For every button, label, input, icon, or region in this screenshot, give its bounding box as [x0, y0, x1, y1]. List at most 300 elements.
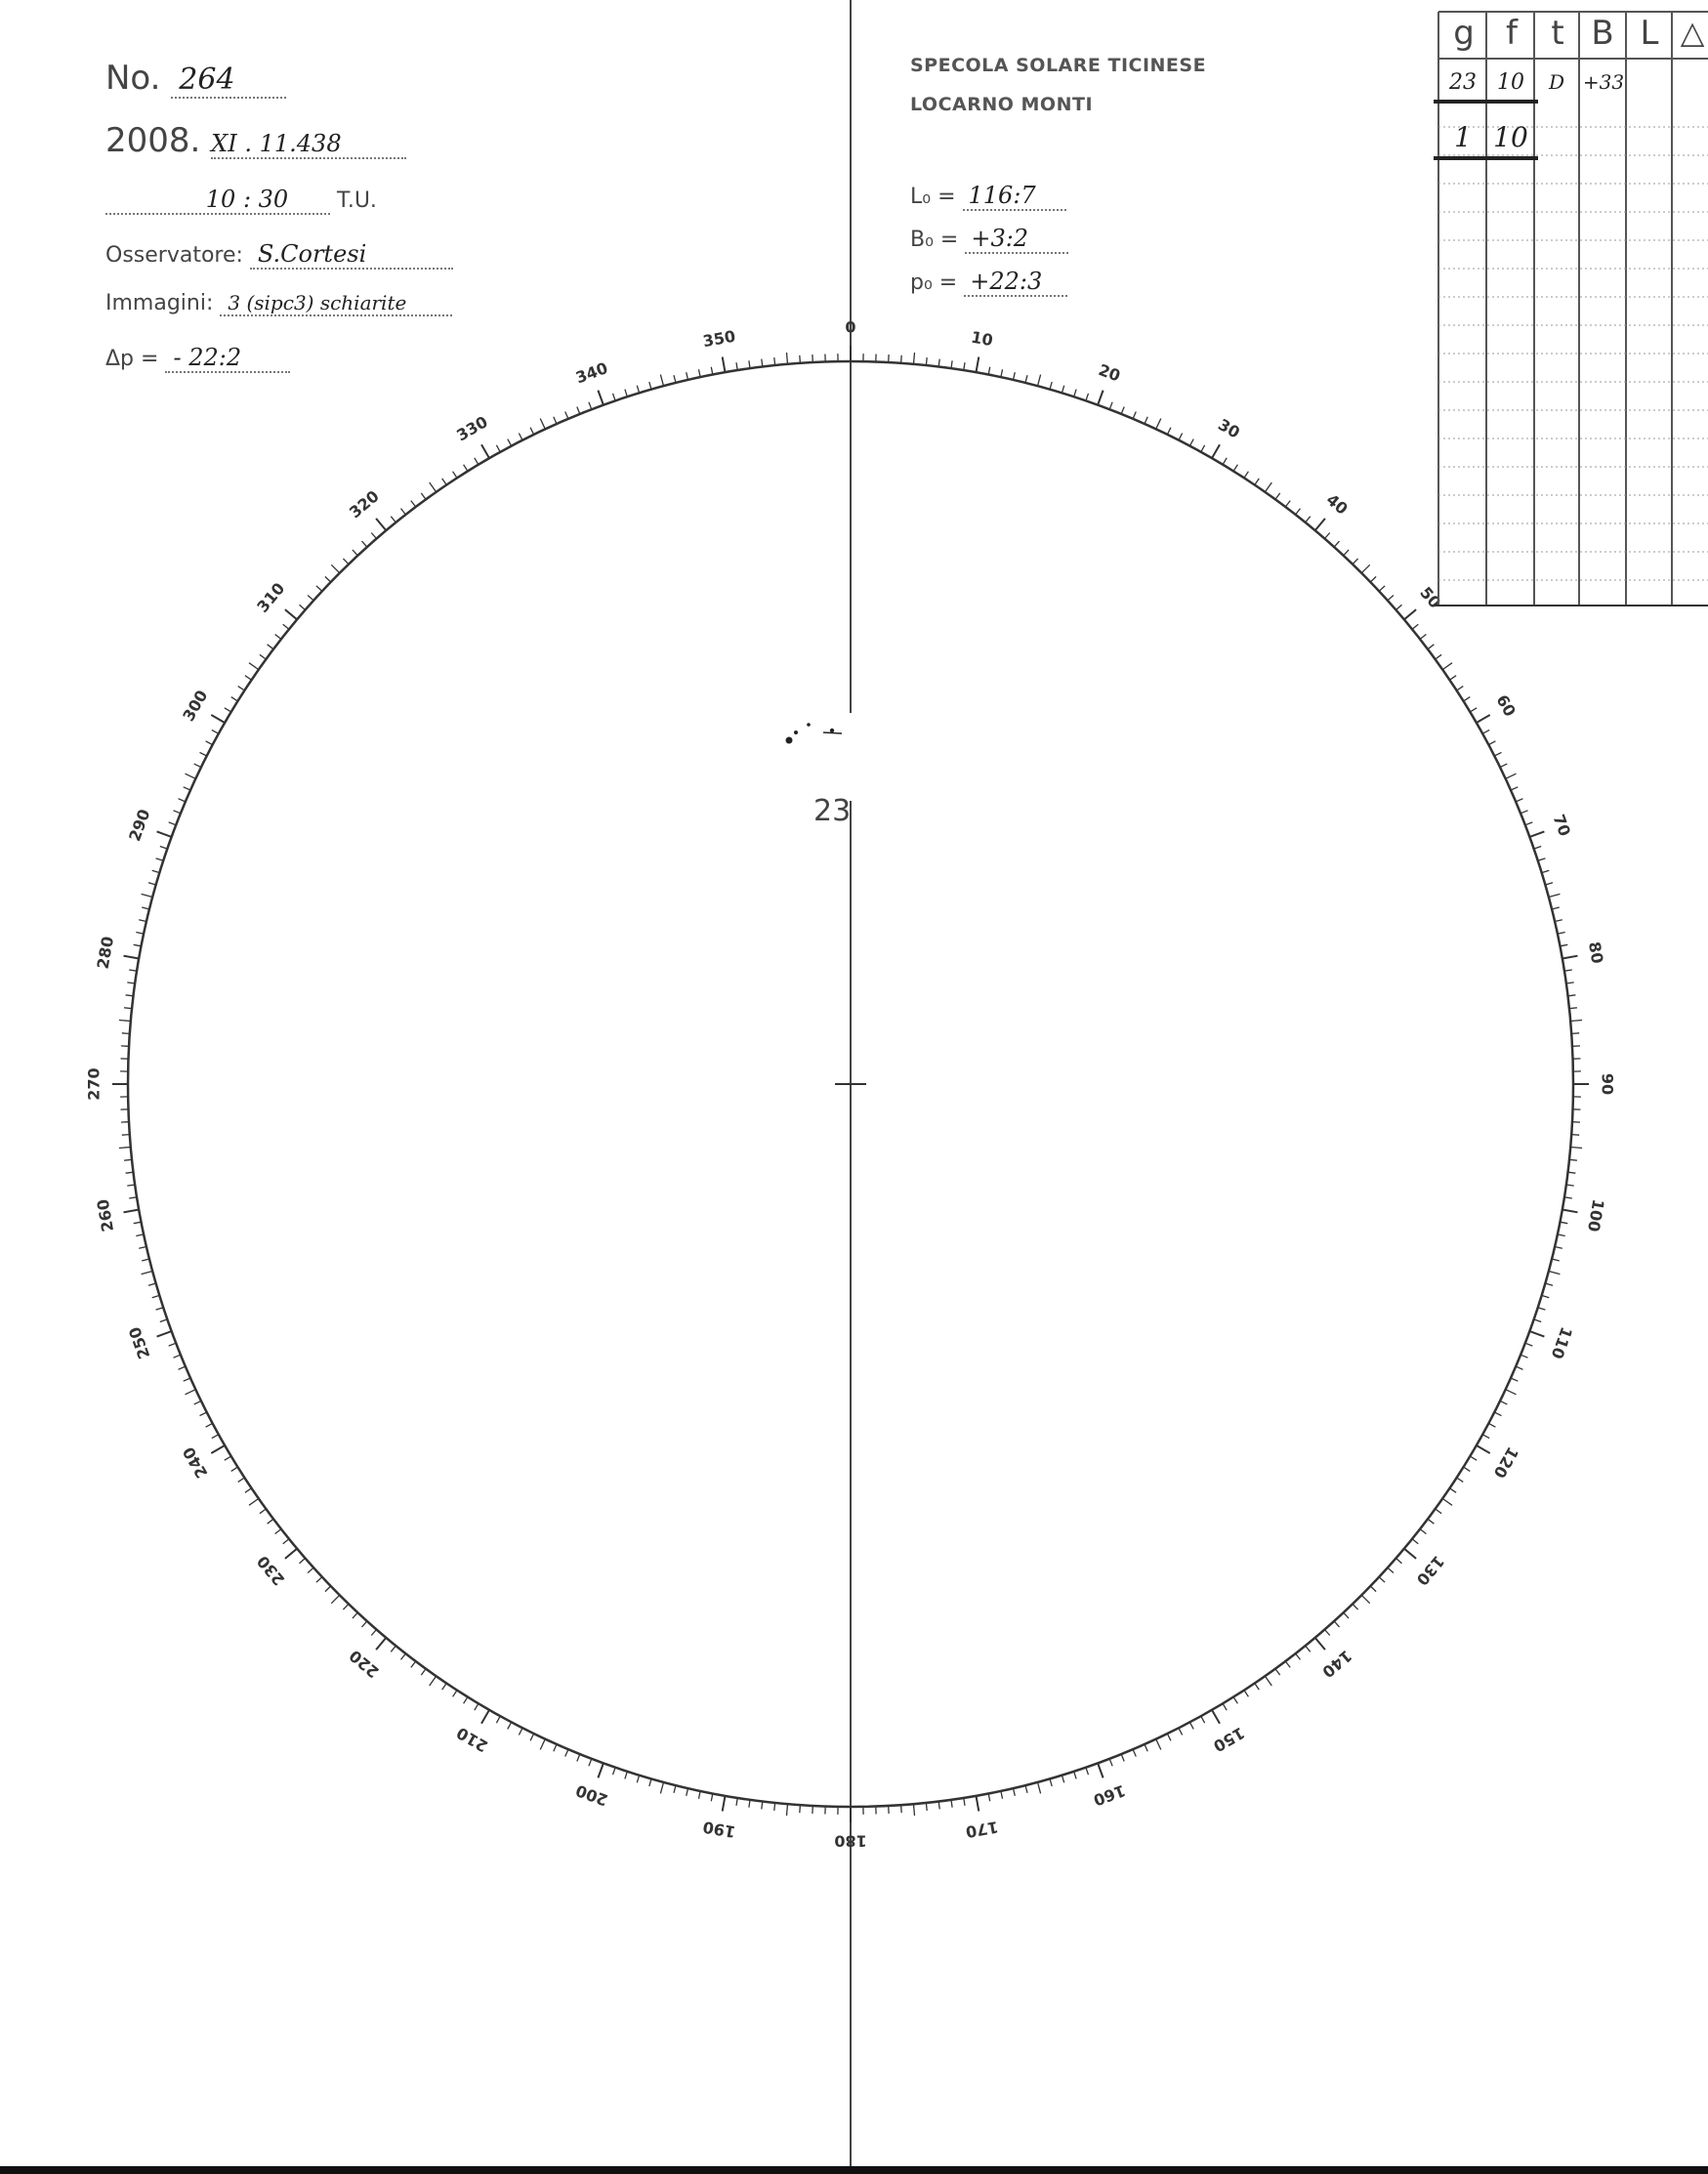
dial-tick [1038, 1782, 1041, 1794]
dial-tick [1521, 811, 1527, 814]
dial-tick [134, 944, 142, 946]
dial-tick [699, 1791, 701, 1799]
dial-tick [325, 576, 331, 582]
dial-tick [649, 1778, 651, 1786]
dial-tick [1506, 773, 1517, 778]
dial-tick [362, 1621, 367, 1627]
dial-tick [1457, 687, 1464, 690]
dial-tick [540, 419, 545, 430]
table-cell-b-1: +33 [1582, 70, 1625, 94]
dial-label: 60 [1492, 691, 1520, 720]
dial-tick [1477, 715, 1490, 723]
dial-tick [762, 1802, 763, 1810]
dial-tick [179, 1366, 186, 1369]
dial-tick [1344, 1612, 1349, 1618]
dial-label: 210 [453, 1723, 491, 1756]
dial-tick [124, 1210, 140, 1213]
dial-tick [212, 1435, 219, 1439]
dial-tick [1109, 402, 1112, 410]
dial-tick [1529, 831, 1544, 837]
table-header-g: g [1453, 14, 1475, 53]
dial-tick [1549, 1272, 1561, 1275]
dial-tick [1488, 741, 1495, 745]
dial-tick [1521, 1355, 1527, 1358]
dial-tick [186, 773, 196, 778]
dial-tick [1545, 883, 1553, 885]
dial-tick [453, 472, 457, 479]
dial-tick [1001, 369, 1003, 377]
dial-tick [1552, 1259, 1560, 1261]
dial-tick [245, 1488, 252, 1493]
dial-tick [1062, 386, 1063, 394]
dial-label: 160 [1091, 1780, 1128, 1810]
dial-tick [951, 1800, 952, 1808]
sunspot [830, 729, 834, 732]
dial-tick [1494, 1412, 1501, 1416]
dial-tick [156, 858, 164, 860]
dial-label: 230 [253, 1552, 289, 1590]
dial-tick [206, 741, 213, 745]
dial-tick [1074, 390, 1076, 397]
dial-tick [1223, 1703, 1227, 1710]
dial-tick [613, 1768, 616, 1776]
dial-tick [496, 445, 500, 452]
dial-tick [674, 1785, 676, 1793]
dial-tick [1201, 1716, 1205, 1723]
dial-tick [1086, 394, 1089, 401]
dial-tick [1568, 1172, 1576, 1173]
dial-tick [1566, 1185, 1574, 1186]
dial-tick [1189, 1722, 1193, 1729]
dial-tick [598, 1763, 604, 1777]
dial-tick [1201, 445, 1205, 452]
dial-tick [401, 509, 406, 515]
dial-tick [1560, 944, 1567, 946]
table-cell-f-1: 10 [1497, 70, 1524, 95]
dial-tick [736, 362, 737, 370]
dial-label: 80 [1584, 940, 1607, 966]
dial-tick [1388, 1568, 1394, 1572]
dial-tick [453, 1691, 457, 1697]
dial-tick [1569, 1008, 1577, 1009]
dial-tick [285, 1549, 297, 1559]
number-label: No. [105, 59, 161, 98]
dial-tick [508, 439, 512, 446]
dial-tick [430, 482, 437, 492]
param-b0-value: +3:2 [965, 225, 1068, 254]
dial-label: 130 [1412, 1552, 1448, 1590]
dial-tick [1488, 1423, 1495, 1427]
dial-tick [687, 372, 688, 380]
images-value: 3 (sipc3) schiarite [220, 291, 452, 316]
dial-tick [186, 1390, 196, 1395]
dial-label: 240 [179, 1443, 212, 1482]
param-l0-label: L₀ = [910, 185, 956, 209]
dial-tick [589, 1759, 592, 1767]
dial-tick [660, 375, 663, 387]
dial-tick [127, 1185, 135, 1186]
dial-tick [129, 1197, 137, 1198]
dial-tick [519, 434, 522, 440]
dial-label: 100 [1583, 1197, 1608, 1233]
dial-tick [268, 645, 273, 649]
dial-tick [1558, 1234, 1565, 1236]
dial-tick [1412, 1539, 1418, 1544]
dial-tick [1516, 1366, 1522, 1369]
dial-tick [1570, 1021, 1582, 1022]
dial-tick [787, 1804, 788, 1816]
dial-tick [1233, 1697, 1237, 1704]
dial-tick [1344, 550, 1349, 556]
dial-label: 20 [1096, 360, 1123, 386]
dial-tick [774, 357, 775, 365]
dial-tick [139, 1247, 146, 1249]
dial-tick [442, 479, 447, 485]
dial-tick [1025, 1785, 1027, 1793]
dial-tick [1244, 1691, 1248, 1697]
dial-tick [1564, 1197, 1572, 1198]
dial-tick [283, 624, 289, 629]
dial-tick [124, 1008, 132, 1009]
table-cell-t-1: D [1548, 70, 1565, 94]
observatory-location: LOCARNO MONTI [910, 94, 1094, 115]
dial-tick [371, 533, 376, 539]
dial-label: 330 [453, 412, 491, 445]
dial-tick [1370, 1586, 1376, 1592]
dial-label: 350 [701, 326, 737, 352]
dial-tick [362, 541, 367, 547]
dial-tick [1482, 1435, 1489, 1439]
dial-tick [977, 1796, 979, 1812]
dial-tick [951, 360, 952, 368]
dial-tick [749, 1800, 750, 1808]
dial-tick [231, 1467, 238, 1471]
dial-tick [316, 1577, 322, 1582]
sunspot-group [786, 723, 843, 743]
dial-tick [800, 1805, 801, 1813]
dial-tick [1156, 1739, 1161, 1750]
dial-tick [1511, 1378, 1518, 1381]
dial-tick [1525, 822, 1533, 825]
dial-tick [1562, 956, 1578, 959]
dial-tick [475, 458, 479, 465]
table-header-delta: △ [1680, 14, 1705, 51]
dial-tick [194, 1401, 201, 1404]
dial-tick [376, 519, 386, 530]
dial-tick [249, 1498, 259, 1505]
sunspot-penumbra [823, 732, 842, 733]
table-cell-g-1: 23 [1449, 70, 1477, 95]
dial-tick [126, 1172, 134, 1173]
dial-tick [1001, 1791, 1003, 1799]
dial-tick [519, 1728, 522, 1735]
dial-tick [391, 1646, 396, 1651]
dial-tick [1450, 1488, 1457, 1493]
dial-tick [1325, 533, 1330, 539]
dial-tick [1265, 1676, 1271, 1686]
dial-tick [1555, 920, 1562, 922]
param-p0-label: p₀ = [910, 271, 958, 295]
dial-tick [1145, 417, 1147, 424]
dial-tick [1534, 847, 1542, 850]
table-header-f: f [1506, 14, 1518, 53]
dial-tick [1558, 933, 1565, 935]
dial-tick [711, 367, 713, 375]
delta-p-value: - 22:2 [165, 344, 290, 373]
dial-tick [211, 1445, 225, 1453]
dial-tick [1275, 493, 1280, 499]
date-year: 2008. [105, 121, 201, 160]
dial-tick [1379, 586, 1385, 591]
dial-tick [1275, 1669, 1280, 1675]
dial-tick [1396, 1559, 1402, 1564]
dial-tick [938, 359, 939, 367]
time-unit: T.U. [337, 188, 377, 213]
dial-label: 0 [845, 317, 856, 337]
dial-label: 280 [93, 935, 118, 971]
dial-tick [481, 444, 489, 458]
dial-tick [1109, 1759, 1112, 1767]
dial-tick [343, 559, 349, 564]
dial-tick [260, 654, 266, 659]
dial-tick [160, 1319, 168, 1322]
dial-tick [1570, 1148, 1582, 1149]
dial-tick [926, 357, 927, 365]
dial-tick [1098, 1763, 1104, 1777]
dial-tick [1506, 1390, 1517, 1395]
dial-tick [762, 359, 763, 367]
dial-tick [914, 1804, 915, 1816]
dial-tick [1404, 1549, 1416, 1559]
dial-tick [914, 353, 915, 364]
dial-tick [1470, 708, 1477, 712]
dial-tick [1542, 870, 1550, 872]
dial-tick [275, 635, 281, 640]
dial-tick [212, 730, 219, 733]
delta-p-label: Δp = [105, 347, 159, 371]
dial-tick [464, 465, 468, 472]
dial-tick [376, 1638, 386, 1650]
dial-label: 200 [573, 1780, 610, 1810]
dial-tick [1545, 1283, 1553, 1285]
dial-tick [736, 1798, 737, 1806]
dial-tick [1442, 1498, 1452, 1505]
dial-tick [1568, 995, 1576, 996]
dial-tick [1098, 391, 1104, 405]
dial-tick [926, 1803, 927, 1811]
dial-tick [331, 1595, 339, 1603]
dial-tick [1285, 1661, 1290, 1667]
table-row-lines [1438, 127, 1708, 580]
dial-tick [1571, 1033, 1579, 1034]
dial-tick [1121, 1754, 1124, 1761]
dial-tick [1062, 1776, 1063, 1783]
dial-tick [325, 1586, 331, 1592]
dial-tick [184, 787, 190, 790]
date-value: XI . 11.438 [211, 130, 406, 159]
dial-tick [126, 995, 134, 996]
dial-tick [1315, 519, 1325, 530]
dial-label: 340 [573, 358, 610, 388]
dial-tick [1436, 654, 1441, 659]
dial-tick [1315, 1638, 1325, 1650]
dial-tick [142, 894, 153, 897]
dial-tick [577, 407, 580, 414]
dial-tick [1525, 1343, 1533, 1346]
dial-tick [977, 357, 979, 373]
dial-tick [184, 1378, 190, 1381]
dial-tick [331, 564, 339, 572]
table-header-b: B [1591, 14, 1614, 53]
observer-value: S.Cortesi [250, 240, 453, 270]
dial-tick [901, 1805, 902, 1813]
dial-tick [1428, 645, 1434, 649]
dial-tick [1420, 635, 1426, 640]
dial-tick [1370, 576, 1376, 582]
dial-tick [316, 586, 322, 591]
dial-tick [1464, 697, 1471, 701]
dial-tick [1306, 517, 1311, 523]
dial-tick [249, 663, 259, 670]
param-l0-value: 116:7 [963, 182, 1066, 211]
dial-tick [1542, 1295, 1550, 1297]
dial-tick [1244, 472, 1248, 479]
dial-tick [1306, 1646, 1311, 1651]
sunspot [786, 737, 793, 744]
dial-tick [1571, 1135, 1579, 1136]
dial-tick [238, 1478, 245, 1482]
dial-tick [174, 1355, 181, 1358]
dial-tick [1442, 663, 1452, 670]
dial-tick [674, 375, 676, 383]
dial-tick [124, 956, 140, 959]
table-header-t: t [1551, 14, 1564, 53]
dial-label: 90 [1598, 1072, 1617, 1096]
dial-label: 30 [1215, 415, 1243, 442]
dial-label: 220 [345, 1646, 383, 1682]
dial-tick [353, 550, 357, 556]
dial-tick [530, 428, 534, 435]
dial-label: 40 [1322, 489, 1352, 519]
table-cell-f-2: 10 [1493, 121, 1528, 153]
dial-tick [136, 933, 144, 935]
dial-tick [1325, 1630, 1330, 1636]
dial-tick [496, 1716, 500, 1723]
time-value: 10 : 30 [105, 186, 330, 215]
dial-tick [554, 1744, 557, 1751]
dial-tick [1353, 559, 1358, 564]
dial-tick [1549, 894, 1561, 897]
dial-tick [1255, 479, 1260, 485]
dial-tick [174, 811, 181, 814]
dial-tick [1121, 407, 1124, 414]
dial-tick [1296, 509, 1301, 515]
dial-label: 50 [1416, 583, 1445, 612]
dial-tick [723, 357, 726, 373]
dial-tick [1156, 419, 1161, 430]
dial-tick [124, 1159, 132, 1160]
dial-tick [1334, 1621, 1339, 1627]
dial-tick [129, 970, 137, 971]
dial-tick [139, 920, 146, 922]
dial-tick [699, 369, 701, 377]
dial-tick [1516, 799, 1522, 802]
meridian-gap [846, 713, 855, 801]
dial-tick [127, 982, 135, 983]
dial-tick [530, 1734, 534, 1740]
dial-tick [225, 708, 231, 712]
dial-tick [119, 1148, 131, 1149]
dial-tick [1233, 465, 1237, 472]
dial-tick [1555, 1247, 1562, 1249]
dial-tick [1500, 1401, 1507, 1404]
dial-tick [1361, 564, 1369, 572]
dial-tick [1050, 382, 1052, 390]
dial-tick [1450, 676, 1457, 681]
dial-tick [1569, 1159, 1577, 1160]
dial-label: 250 [125, 1324, 154, 1361]
dial-tick [787, 353, 788, 364]
dial-tick [1560, 1222, 1567, 1224]
dial-tick [711, 1793, 713, 1801]
dial-tick [1265, 482, 1271, 492]
dial-tick [160, 847, 168, 850]
page-bottom-edge [0, 2166, 1708, 2174]
dial-tick [1562, 1210, 1578, 1213]
dial-tick [411, 501, 416, 507]
dial-tick [206, 1423, 213, 1427]
dial-tick [225, 1456, 231, 1460]
dial-label: 120 [1489, 1443, 1522, 1482]
dial-tick [1529, 1331, 1544, 1337]
dial-tick [1477, 1445, 1490, 1453]
dial-tick [660, 1782, 663, 1794]
dial-tick [260, 1509, 266, 1514]
dial-tick [148, 1283, 156, 1285]
dial-tick [481, 1710, 489, 1724]
dial-label: 320 [345, 486, 383, 523]
dial-tick [211, 715, 225, 723]
dial-tick [1223, 458, 1227, 465]
dial-tick [268, 1519, 273, 1524]
dial-label: 260 [93, 1197, 118, 1233]
dial-tick [1436, 1509, 1441, 1514]
table-cell-g-2: 1 [1454, 121, 1472, 153]
param-b0-label: B₀ = [910, 228, 959, 252]
dial-tick [1050, 1778, 1052, 1786]
dial-tick [1145, 1744, 1147, 1751]
dial-label: 310 [253, 578, 289, 616]
dial-tick [540, 1739, 545, 1750]
dial-tick [179, 799, 186, 802]
dial-tick [283, 1539, 289, 1544]
dial-tick [157, 831, 172, 837]
dial-tick [508, 1722, 512, 1729]
dial-tick [200, 1412, 207, 1416]
dial-label: 270 [84, 1067, 104, 1101]
dial-tick [577, 1754, 580, 1761]
dial-label: 140 [1318, 1646, 1356, 1682]
dial-tick [1500, 764, 1507, 768]
dial-tick [442, 1684, 447, 1691]
dial-tick [1296, 1653, 1301, 1659]
dial-tick [1025, 375, 1027, 383]
dial-tick [1167, 428, 1171, 435]
dial-tick [1179, 1728, 1183, 1735]
dial-tick [142, 1272, 153, 1275]
group-label: 23 [813, 794, 852, 828]
dial-tick [625, 1772, 627, 1779]
